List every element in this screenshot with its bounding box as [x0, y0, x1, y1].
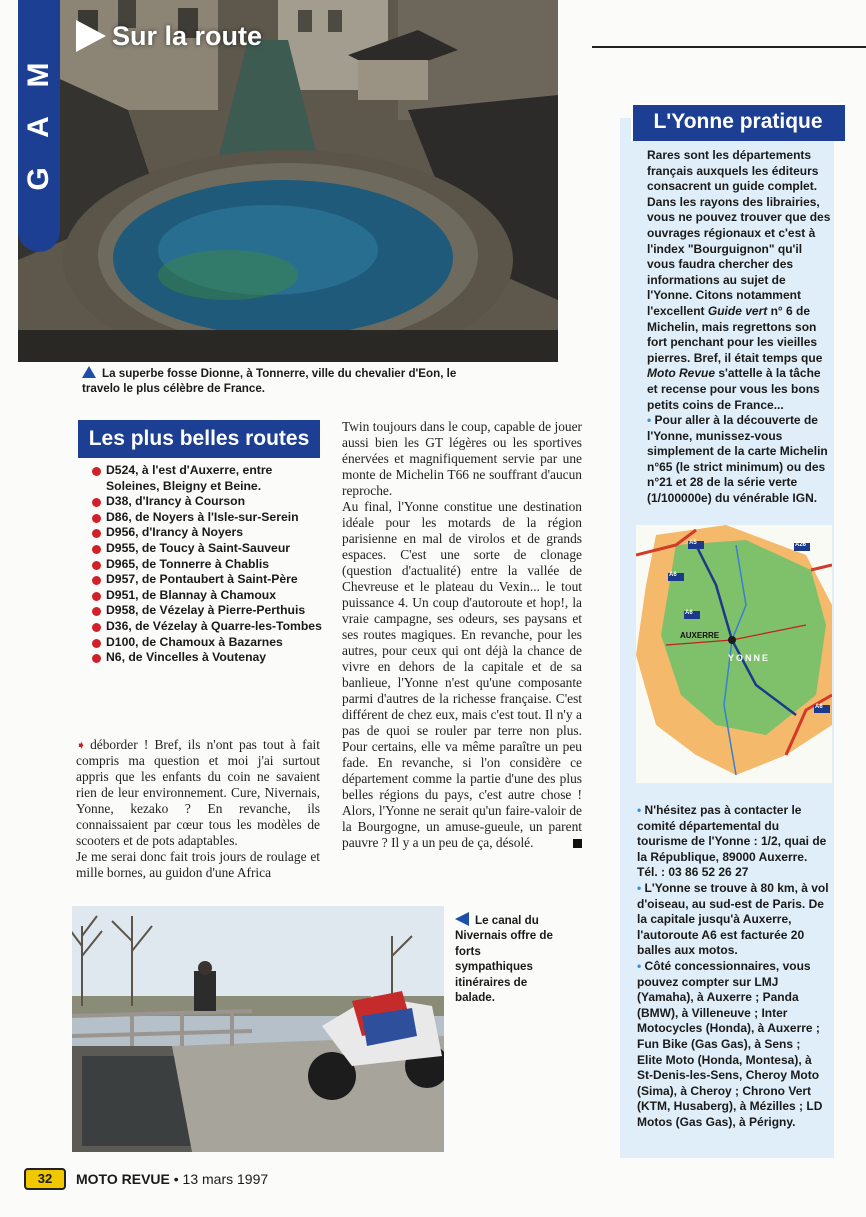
mag-letter-a: A	[22, 116, 55, 138]
bullet-dot-icon: •	[647, 413, 652, 428]
photo-caption-bottom	[455, 912, 555, 1005]
map-road-label: A5	[689, 540, 697, 546]
route-item: N6, de Vincelles à Voutenay	[92, 650, 328, 666]
sidebar-practical-info	[637, 803, 829, 1130]
bullet-dot-icon: •	[637, 803, 642, 817]
footer-date: • 13 mars 1997	[173, 1171, 269, 1187]
route-item: D956, d'Irancy à Noyers	[92, 525, 328, 541]
section-title-text: Sur la route	[112, 20, 263, 51]
article-paragraph: Je me serai donc fait trois jours de roulage et mille bornes, au guidon d'une Africa	[76, 849, 320, 880]
mag-letter-m: M	[22, 62, 55, 88]
route-item: D955, de Toucy à Saint-Sauveur	[92, 541, 328, 557]
page-footer	[24, 1168, 268, 1190]
sidebar-bullet-4: Côté concessionnaires, vous pouvez compter sur LMJ (Yamaha), à Auxerre ; Panda (BMW), à Villeneuve ; Inter Motocycles (Honda), à Auxerre ; Fun Bike (Gas Gas), à Sens ; Elite Moto (Honda, Montesa), à St-Denis-les-Sens, Cheroy Moto (Sima), à Cheroy ; Chrono Vert (KTM, Husaberg), à Mézilles ; LD Motos (Gas Gas), à Périgny.	[637, 958, 823, 1129]
article-column-left	[76, 737, 320, 881]
article-column-right	[342, 419, 582, 851]
bullet-dot-icon: •	[637, 958, 642, 973]
map-city-label: AUXERRE	[680, 631, 720, 640]
section-title	[76, 20, 262, 52]
bullet-dot-icon: •	[637, 880, 642, 895]
route-item: D957, de Pontaubert à Saint-Père	[92, 572, 328, 588]
sidebar-intro-3: s'attelle à la tâche et recense pour vous les bons petits coins de France...	[647, 366, 821, 412]
yonne-map	[636, 525, 832, 783]
fosse-dionne-photo	[18, 0, 558, 362]
photo-caption-top-text: La superbe fosse Dionne, à Tonnerre, ville du chevalier d'Eon, le travelo le plus célèbre de France.	[82, 367, 457, 395]
route-item: D524, à l'est d'Auxerre, entre Soleines, Bleigny et Beine.	[92, 463, 328, 494]
route-item: D86, de Noyers à l'Isle-sur-Serein	[92, 510, 328, 526]
sidebar-intro-guide: Guide vert	[707, 303, 768, 318]
route-item: D38, d'Irancy à Courson	[92, 494, 328, 510]
sidebar-title: L'Yonne pratique	[631, 103, 845, 141]
play-triangle-icon	[76, 20, 106, 52]
map-road-label: A6	[669, 572, 677, 578]
map-road-label: A6	[685, 610, 693, 616]
caption-arrow-left-icon	[455, 912, 469, 926]
page-number: 32	[24, 1168, 66, 1190]
footer-magazine-name: MOTO REVUE	[76, 1171, 170, 1187]
map-road-label: A26	[795, 542, 807, 548]
photo-caption-bottom-text: Le canal du Nivernais offre de forts sympathiques itinéraires de balade.	[455, 914, 553, 1005]
sidebar-bullet-2: N'hésitez pas à contacter le comité départemental du tourisme de l'Yonne : 1/2, quai de la République, 89000 Auxerre. Tél. : 03 86 52 26 27	[637, 803, 827, 880]
mag-letter-g: G	[22, 167, 55, 191]
mag-section-tab	[18, 0, 60, 252]
article-paragraph: Twin toujours dans le coup, capable de jouer aussi bien les GT légères ou les sportives énervées et magnifiquement servie par une monte de Michelin T66 ne souffrant d'aucun reproche.	[342, 419, 582, 498]
header-rule	[592, 46, 866, 48]
end-mark-icon	[573, 839, 582, 848]
sidebar-bullet-1: Pour aller à la découverte de l'Yonne, munissez-vous simplement de la carte Michelin n°65 (le strict minimum) ou des n°21 et 28 de la série verte (1/100000e) du vénérable IGN.	[647, 413, 828, 506]
route-item: D36, de Vézelay à Quarre-les-Tombes	[92, 619, 328, 635]
sidebar-intro-1: Rares sont les départements français auxquels les éditeurs consacrent un guide complet. Dans les rayons des librairies, vous ne pouvez trouver que des ouvrages régionaux et c'est à l'index "Bourguignon" qu'il vous faudra chercher des informations au sujet de l'Yonne. Citons notamment l'excellent	[647, 148, 831, 318]
red-arrow-icon: ➧	[76, 738, 87, 752]
map-region-label: YONNE	[728, 653, 771, 663]
route-item: D951, de Blannay à Chamoux	[92, 588, 328, 604]
caption-arrow-up-icon	[82, 366, 96, 378]
article-paragraph	[342, 499, 582, 851]
article-paragraph-text: déborder ! Bref, ils n'ont pas tout à fait compris ma question et moi j'ai surtout appris que les enfants du coin ne savaient rien de leur environnement. Cure, Nivernais, Yonne, kezako ? En revanche, ils connaissaient par cœur tous les modèles de scooters et de pots adaptables.	[76, 737, 320, 848]
sidebar-bullet-3: L'Yonne se trouve à 80 km, à vol d'oiseau, au sud-est de Paris. De la capitale jusqu'à Auxerre, l'autoroute A6 est facturée 20 balles aux motos.	[637, 880, 829, 958]
article-paragraph-text: Au final, l'Yonne constitue une destination idéale pour les motards de la région parisienne en mal de virolos et de grands espaces. C'est une sorte de clonage (question d'actualité) entre la vallée de Chevreuse et le plateau du Vexin... le tout puissance 4. Un coup d'autoroute et hop!, la vraie campagne, ses odeurs, ses paysans et ses routes magiques. En revanche, pour les autres, pour ceux qui ont déjà la chance de vivre en dehors de la capitale et de sa banlieue, l'Yonne n'est qu'une composante parmi d'autres de la richesse française. C'est différent de chez eux, mais c'est tout. Il n'y a pas de quoi se rouler par terre non plus. Pour certains, elle va même paraître un peu fade. En revanche, si l'on considère ce département comme la partie d'une des plus belles régions du pays, c'est autre chose ! Alors, l'Yonne ne serait qu'un faire-valoir de la Bourgogne, un amuse-gueule, un parent pauvre ? Il y a un peu de ça, désolé.	[342, 499, 582, 850]
map-road-label: A6	[815, 704, 823, 710]
footer-publication	[76, 1171, 268, 1187]
sidebar-intro-2: n° 6 de Michelin, mais regrettons son fort penchant pour les vieilles pierres. Bref, il était temps que	[647, 303, 823, 365]
photo-caption-top	[82, 366, 482, 396]
route-item: D965, de Tonnerre à Chablis	[92, 557, 328, 573]
route-item: D958, de Vézelay à Pierre-Perthuis	[92, 603, 328, 619]
sidebar-intro-moto: Moto Revue	[647, 366, 716, 381]
article-paragraph	[76, 737, 320, 849]
canal-nivernais-photo	[72, 906, 444, 1152]
route-item: D100, de Chamoux à Bazarnes	[92, 635, 328, 651]
routes-list	[92, 463, 328, 666]
sidebar-intro	[647, 148, 833, 507]
routes-title: Les plus belles routes	[78, 420, 320, 458]
